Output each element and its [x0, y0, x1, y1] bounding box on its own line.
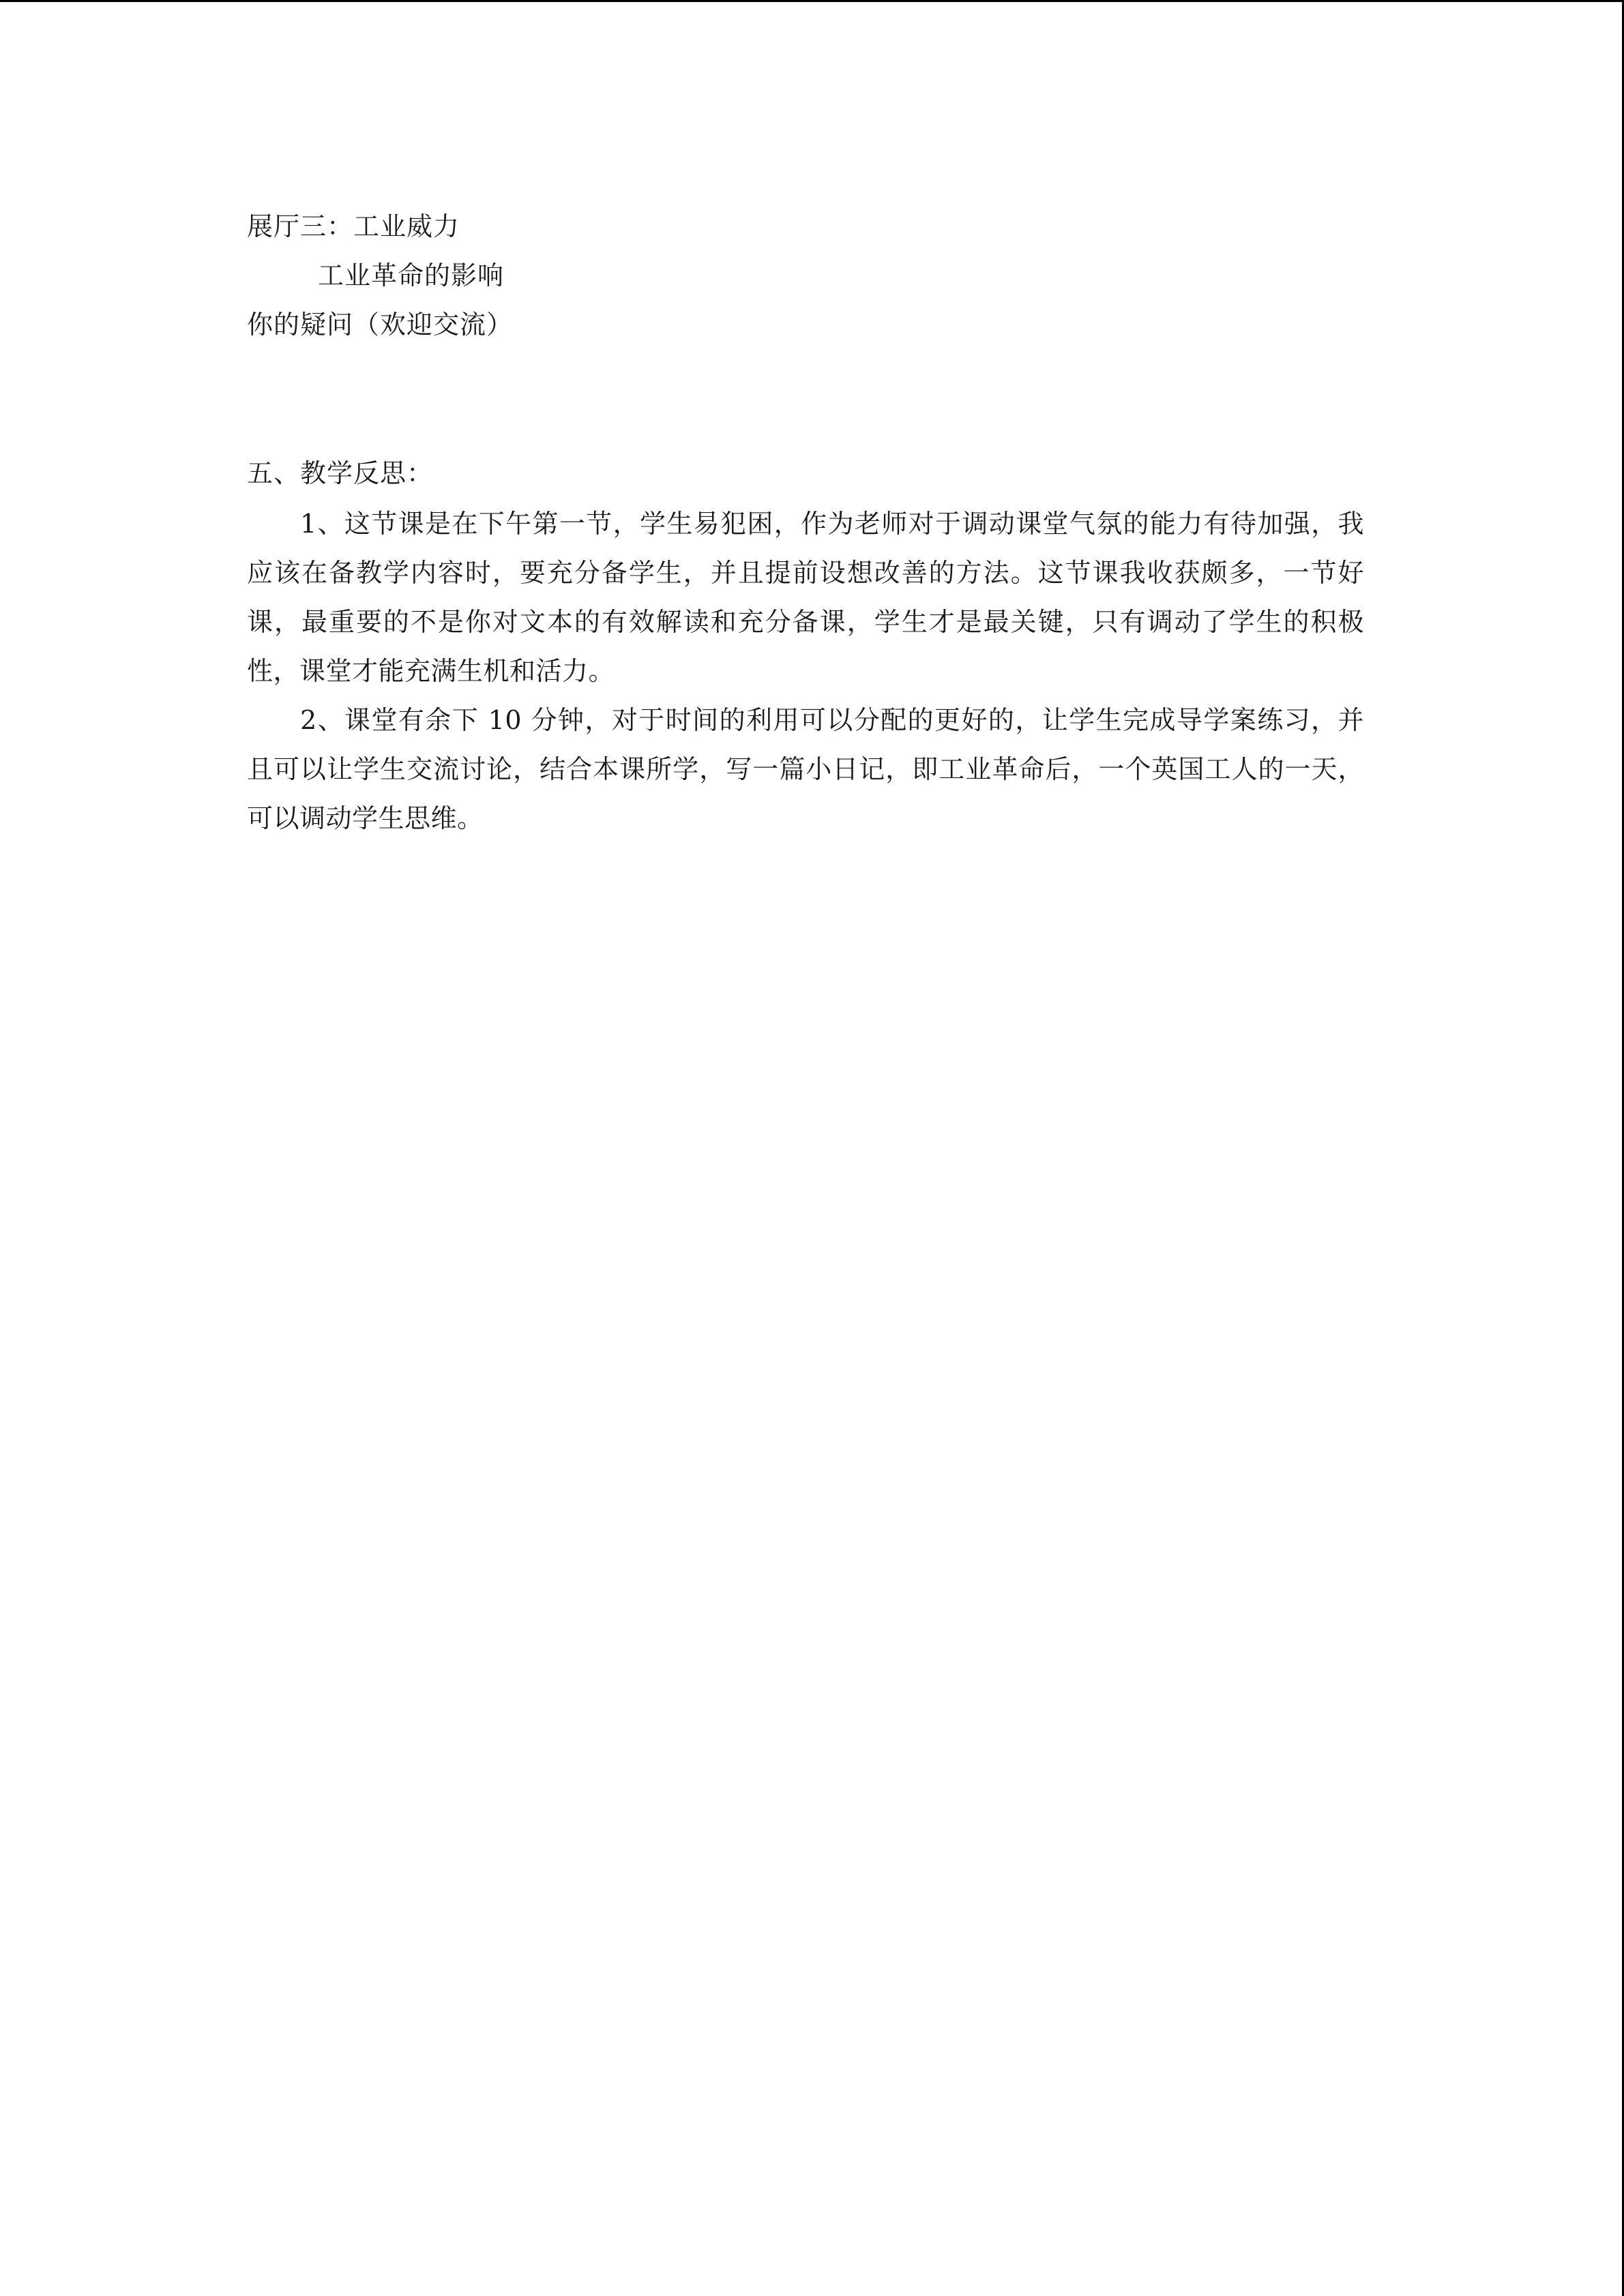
reflection-paragraph-1: 1、这节课是在下午第一节，学生易犯困，作为老师对于调动课堂气氛的能力有待加强，我应该在备教学内容时，要充分备学生，并且提前设想改善的方法。这节课我收获颇多，一节好课，最重要的不是你对文本的有效解读和充分备课，学生才是最关键，只有调动了学生的积极性，课堂才能充满生机和活力。 — [247, 509, 1364, 686]
questions-label: 你的疑问（欢迎交流） — [247, 310, 514, 340]
reflection-paragraph-2: 2、课堂有余下 10 分钟，对于时间的利用可以分配的更好的，让学生完成导学案练习，并且可以让学生交流讨论，结合本课所学，写一篇小日记，即工业革命后，一个英国工人的一天，可以调动学生思维。 — [247, 705, 1364, 833]
page-border-top — [0, 0, 1624, 2]
exhibit-heading: 展厅三：工业威力 — [247, 211, 460, 241]
exhibit-subitem: 工业革命的影响 — [318, 260, 505, 290]
section-heading: 五、教学反思： — [247, 458, 434, 488]
